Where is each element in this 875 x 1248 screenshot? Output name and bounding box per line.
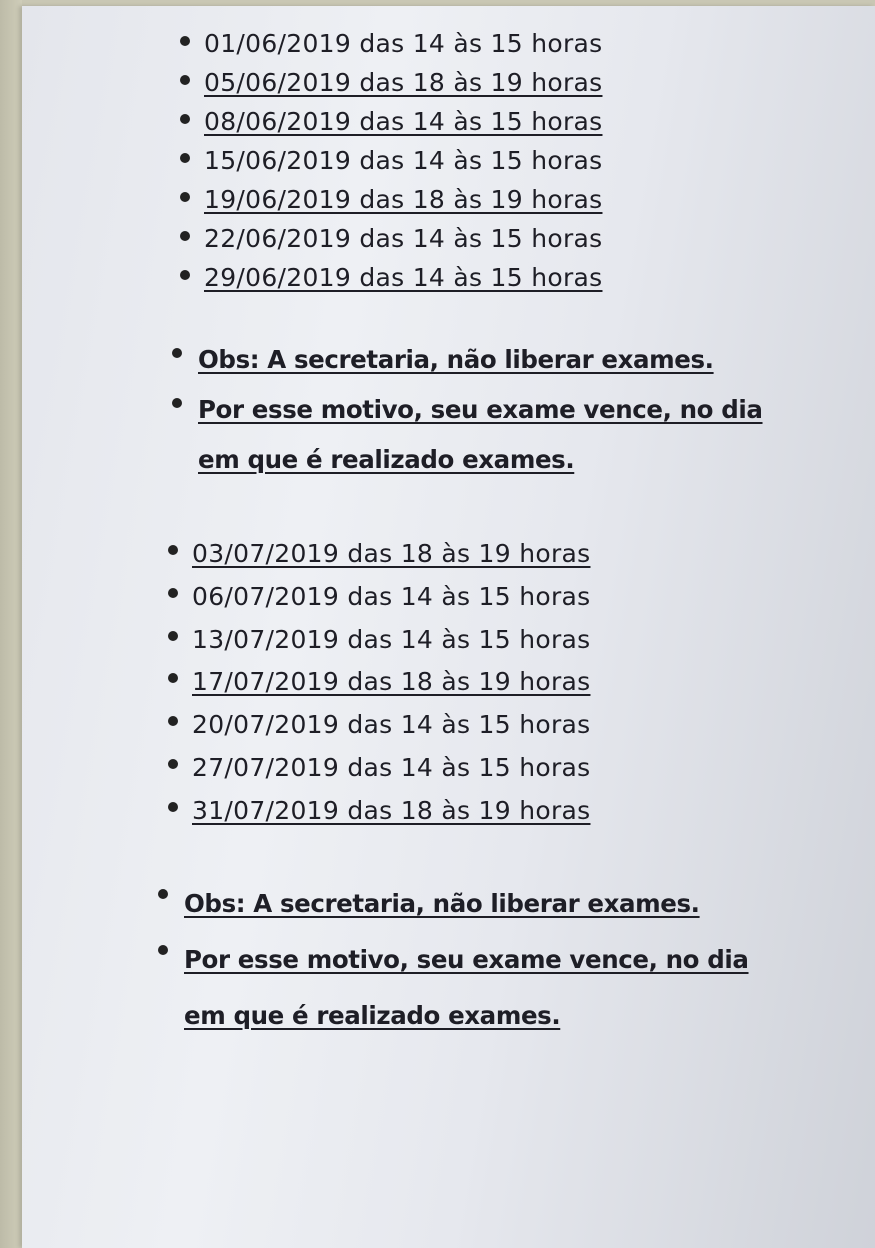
june-schedule-list: [204, 24, 602, 297]
schedule-item: 06/07/2019 das 14 às 15 horas: [192, 576, 590, 619]
schedule-item: 31/07/2019 das 18 às 19 horas: [192, 790, 590, 833]
background-wall: [0, 0, 22, 1248]
reason-note: Por esse motivo, seu exame vence, no dia em que é realizado exames.: [184, 932, 749, 1044]
schedule-item: 29/06/2019 das 14 às 15 horas: [204, 258, 602, 297]
schedule-item: 13/07/2019 das 14 às 15 horas: [192, 619, 590, 662]
schedule-item: 27/07/2019 das 14 às 15 horas: [192, 747, 590, 790]
notice-list-1: [198, 335, 763, 485]
schedule-item: 05/06/2019 das 18 às 19 horas: [204, 63, 602, 102]
schedule-item: 22/06/2019 das 14 às 15 horas: [204, 219, 602, 258]
schedule-item: 20/07/2019 das 14 às 15 horas: [192, 704, 590, 747]
schedule-item: 17/07/2019 das 18 às 19 horas: [192, 661, 590, 704]
schedule-item: 15/06/2019 das 14 às 15 horas: [204, 141, 602, 180]
july-schedule-list: [192, 533, 590, 833]
schedule-item: 01/06/2019 das 14 às 15 horas: [204, 24, 602, 63]
notice-list-2: [184, 876, 749, 1044]
schedule-item: 19/06/2019 das 18 às 19 horas: [204, 180, 602, 219]
obs-note: Obs: A secretaria, não liberar exames.: [184, 876, 749, 932]
reason-note: Por esse motivo, seu exame vence, no dia em que é realizado exames.: [198, 385, 763, 485]
schedule-item: 08/06/2019 das 14 às 15 horas: [204, 102, 602, 141]
obs-note: Obs: A secretaria, não liberar exames.: [198, 335, 763, 385]
schedule-item: 03/07/2019 das 18 às 19 horas: [192, 533, 590, 576]
